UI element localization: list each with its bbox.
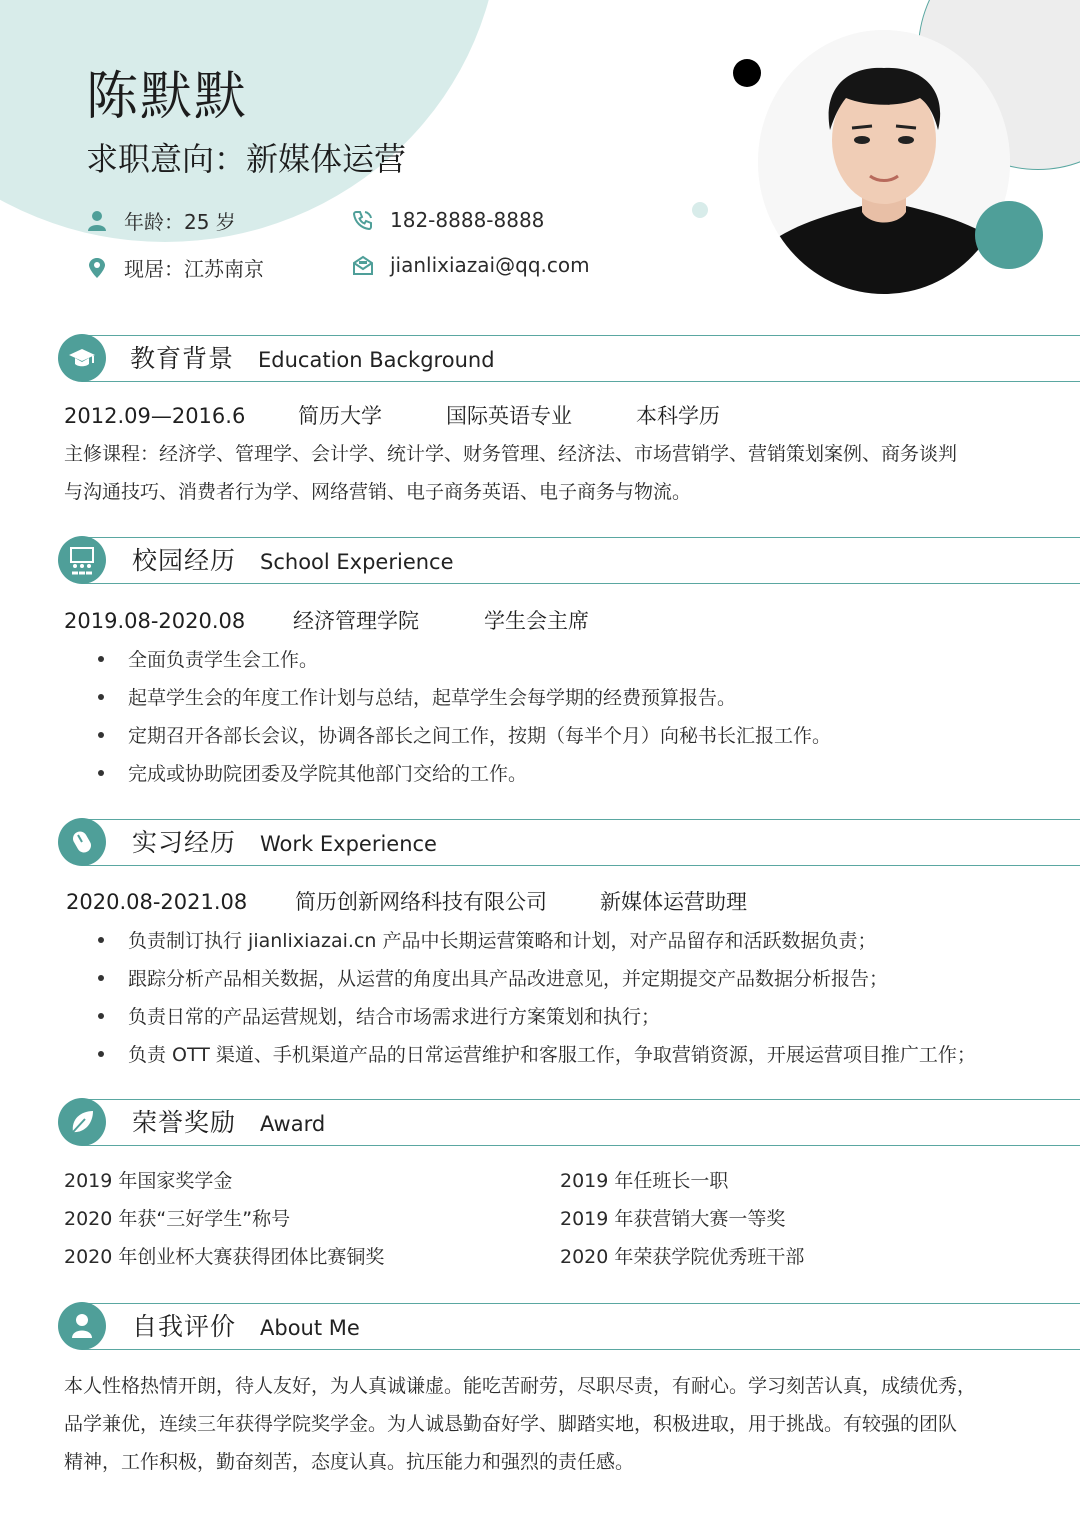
education-degree: 本科学历	[636, 404, 720, 428]
bullet-dot	[98, 937, 104, 943]
list-item-text: 定期召开各部长会议，协调各部长之间工作，按期（每半个月）向秘书长汇报工作。	[128, 725, 832, 747]
phone-text: 182-8888-8888	[390, 208, 545, 232]
school-title-en: School Experience	[260, 550, 454, 574]
work-rule-bottom	[82, 865, 1080, 866]
education-rule-top	[82, 335, 1080, 336]
bullet-dot	[98, 656, 104, 662]
school-rule-bottom	[82, 583, 1080, 584]
leaf-icon	[67, 1107, 97, 1137]
school-period: 2019.08-2020.08	[64, 609, 246, 633]
work-section-icon	[58, 818, 106, 866]
school-rule-top	[82, 537, 1080, 538]
school-section-icon	[58, 536, 106, 584]
list-item	[98, 928, 876, 954]
education-major: 国际英语专业	[446, 404, 572, 428]
bullet-dot	[98, 975, 104, 981]
education-school: 简历大学	[298, 404, 382, 428]
award-title-en: Award	[260, 1112, 326, 1136]
school-org: 经济管理学院	[293, 609, 419, 633]
work-role: 新媒体运营助理	[600, 890, 747, 914]
list-item	[98, 1004, 660, 1030]
award-section-icon	[58, 1098, 106, 1146]
list-item	[98, 647, 318, 673]
bullet-dot	[98, 1013, 104, 1019]
portrait-illustration	[758, 30, 1010, 294]
school-title-zh: 校园经历	[132, 546, 237, 575]
mail-icon	[352, 254, 374, 276]
email-row	[352, 253, 590, 277]
about-title-zh: 自我评价	[132, 1312, 237, 1341]
award-rule-top	[82, 1099, 1080, 1100]
education-section-icon	[58, 334, 106, 382]
decor-dot-black	[733, 59, 761, 87]
list-item-text: 起草学生会的年度工作计划与总结，起草学生会每学期的经费预算报告。	[128, 687, 737, 709]
award-item: 2020 年创业杯大赛获得团体比赛铜奖	[64, 1246, 385, 1268]
list-item-text: 跟踪分析产品相关数据，从运营的角度出具产品改进意见，并定期提交产品数据分析报告；	[128, 968, 889, 990]
mouse-icon	[67, 827, 97, 857]
residence-row	[86, 253, 264, 282]
bullet-dot	[98, 1051, 104, 1057]
list-item-text: 负责制订执行 jianlixiazai.cn 产品中长期运营策略和计划，对产品留存和活跃数据负责；	[128, 930, 877, 952]
decor-dot-small	[692, 202, 708, 218]
award-title-zh: 荣誉奖励	[132, 1108, 237, 1137]
about-rule-top	[82, 1303, 1080, 1304]
list-item	[98, 723, 831, 749]
about-line: 品学兼优，连续三年获得学院奖学金。为人诚恳勤奋好学、脚踏实地，积极进取，用于挑战。有较强的团队	[64, 1413, 958, 1435]
award-item: 2019 年国家奖学金	[64, 1170, 233, 1192]
phone-icon	[352, 209, 374, 231]
residence-text: 现居：江苏南京	[124, 257, 264, 281]
list-item	[98, 966, 888, 992]
list-item-text: 全面负责学生会工作。	[128, 649, 319, 671]
list-item	[98, 685, 736, 711]
list-item-text: 负责 OTT 渠道、手机渠道产品的日常运营维护和客服工作，争取营销资源，开展运营项目推广工作；	[128, 1044, 976, 1066]
work-rule-top	[82, 819, 1080, 820]
age-text: 年龄：25 岁	[124, 210, 236, 234]
award-section-title	[132, 1106, 325, 1141]
about-line: 精神，工作积极，勤奋刻苦，态度认真。抗压能力和强烈的责任感。	[64, 1451, 635, 1473]
education-courses-line: 主修课程：经济学、管理学、会计学、统计学、财务管理、经济法、市场营销学、营销策划案例、商务谈判	[64, 443, 958, 465]
school-role: 学生会主席	[484, 609, 589, 633]
graduation-cap-icon	[67, 343, 97, 373]
award-item: 2020 年获“三好学生”称号	[64, 1208, 291, 1230]
award-item: 2019 年任班长一职	[560, 1170, 729, 1192]
presentation-icon	[67, 545, 97, 575]
education-courses-line: 与沟通技巧、消费者行为学、网络营销、电子商务英语、电子商务与物流。	[64, 481, 692, 503]
education-title-en: Education Background	[258, 348, 495, 372]
about-title-en: About Me	[260, 1316, 360, 1340]
person-icon	[67, 1311, 97, 1341]
age-row	[86, 206, 236, 235]
work-company: 简历创新网络科技有限公司	[295, 890, 547, 914]
list-item	[98, 1042, 976, 1068]
bullet-dot	[98, 694, 104, 700]
education-period: 2012.09—2016.6	[64, 404, 246, 428]
decor-circle-teal-small	[975, 201, 1043, 269]
work-title-zh: 实习经历	[132, 828, 237, 857]
person-icon	[86, 210, 108, 232]
award-item: 2020 年荣获学院优秀班干部	[560, 1246, 805, 1268]
education-rule-bottom	[82, 381, 1080, 382]
phone-row	[352, 208, 544, 232]
list-item-text: 完成或协助院团委及学院其他部门交给的工作。	[128, 763, 528, 785]
job-intent: 求职意向：新媒体运营	[86, 140, 407, 178]
work-section-title	[132, 826, 437, 861]
about-line: 本人性格热情开朗，待人友好，为人真诚谦虚。能吃苦耐劳，尽职尽责，有耐心。学习刻苦认真，成绩优秀，	[64, 1375, 977, 1397]
list-item-text: 负责日常的产品运营规划，结合市场需求进行方案策划和执行；	[128, 1006, 661, 1028]
work-title-en: Work Experience	[260, 832, 437, 856]
decor-circle-teal-large	[0, 0, 500, 242]
education-section-title	[130, 342, 495, 377]
profile-photo	[758, 30, 1010, 294]
award-item: 2019 年获营销大赛一等奖	[560, 1208, 786, 1230]
location-pin-icon	[86, 257, 108, 279]
candidate-name: 陈默默	[86, 67, 249, 127]
school-section-title	[132, 544, 454, 579]
about-section-icon	[58, 1302, 106, 1350]
education-title-zh: 教育背景	[130, 344, 235, 373]
list-item	[98, 761, 527, 787]
about-section-title	[132, 1310, 360, 1345]
award-rule-bottom	[82, 1145, 1080, 1146]
bullet-dot	[98, 732, 104, 738]
bullet-dot	[98, 770, 104, 776]
work-period: 2020.08-2021.08	[66, 890, 248, 914]
email-text: jianlixiazai@qq.com	[390, 253, 590, 277]
about-rule-bottom	[82, 1349, 1080, 1350]
